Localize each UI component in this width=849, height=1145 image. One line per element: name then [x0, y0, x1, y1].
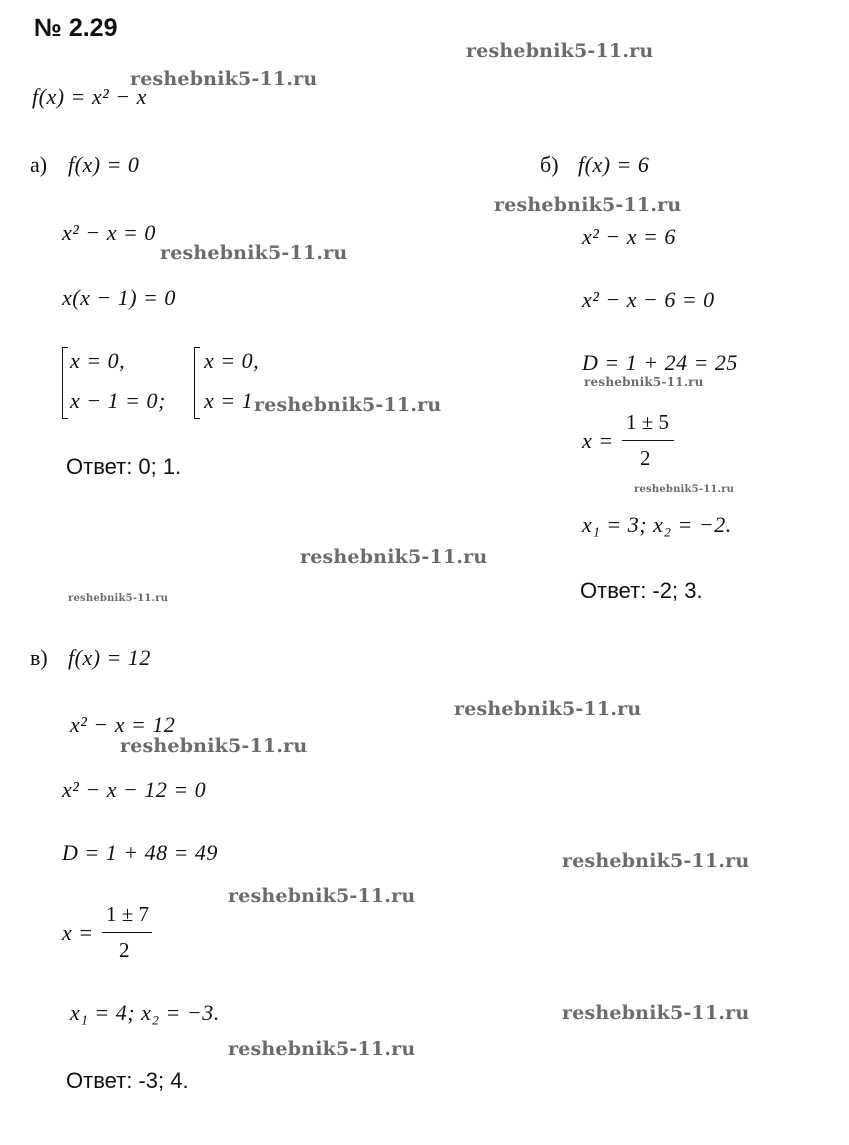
- part-b-roots: x₁ = 3; x₂ = −2.: [582, 512, 732, 537]
- part-b-numerator: 1 ± 5: [626, 410, 670, 434]
- watermark: reshebnik5-11.ru: [254, 394, 442, 416]
- part-c-numerator: 1 ± 7: [106, 902, 150, 926]
- part-a-system1-line1: x = 0,: [70, 348, 126, 373]
- function-definition: f(x) = x² − x: [32, 84, 147, 109]
- watermark: reshebnik5-11.ru: [454, 698, 642, 720]
- part-c-step1: x² − x = 12: [70, 712, 176, 737]
- watermark: reshebnik5-11.ru: [494, 194, 682, 216]
- part-a-condition: f(x) = 0: [68, 152, 140, 177]
- part-a-system1-line2: x − 1 = 0;: [70, 388, 166, 413]
- watermark: reshebnik5-11.ru: [130, 68, 318, 90]
- watermark: reshebnik5-11.ru: [228, 1038, 416, 1060]
- part-c-roots: x₁ = 4; x₂ = −3.: [70, 1000, 220, 1025]
- part-a-step1: x² − x = 0: [62, 220, 156, 245]
- part-b-denominator: 2: [640, 446, 651, 470]
- part-a-label: а): [30, 152, 48, 177]
- watermark: reshebnik5-11.ru: [584, 375, 704, 389]
- watermark: reshebnik5-11.ru: [466, 40, 654, 62]
- part-b-label: б): [540, 152, 559, 177]
- part-b-condition: f(x) = 6: [578, 152, 650, 177]
- system-bracket-2: [194, 347, 200, 419]
- watermark: reshebnik5-11.ru: [562, 1002, 750, 1024]
- part-c-discriminant: D = 1 + 48 = 49: [62, 840, 218, 865]
- part-a-system2-line1: x = 0,: [204, 348, 260, 373]
- part-b-answer: Ответ: -2; 3.: [580, 578, 703, 603]
- part-b-step1: x² − x = 6: [582, 224, 676, 249]
- part-a-step2: x(x − 1) = 0: [62, 285, 176, 310]
- part-b-step2: x² − x − 6 = 0: [582, 287, 715, 312]
- part-c-denominator: 2: [119, 938, 130, 962]
- part-b-x-prefix: x =: [582, 428, 614, 453]
- part-c-fraction-bar: [102, 932, 152, 933]
- watermark: reshebnik5-11.ru: [68, 593, 169, 604]
- part-c-answer: Ответ: -3; 4.: [66, 1068, 189, 1093]
- watermark: reshebnik5-11.ru: [160, 242, 348, 264]
- watermark: reshebnik5-11.ru: [562, 850, 750, 872]
- part-c-condition: f(x) = 12: [68, 645, 151, 670]
- part-a-system2-line2: x = 1: [204, 388, 254, 413]
- watermark: reshebnik5-11.ru: [300, 546, 488, 568]
- part-c-x-prefix: x =: [62, 920, 94, 945]
- system-bracket-1: [62, 347, 68, 419]
- part-b-discriminant: D = 1 + 24 = 25: [582, 350, 738, 375]
- watermark: reshebnik5-11.ru: [228, 885, 416, 907]
- part-c-step2: x² − x − 12 = 0: [62, 777, 207, 802]
- watermark: reshebnik5-11.ru: [120, 735, 308, 757]
- part-c-label: в): [30, 645, 48, 670]
- part-a-answer: Ответ: 0; 1.: [66, 454, 182, 479]
- watermark: reshebnik5-11.ru: [634, 484, 735, 495]
- problem-number: № 2.29: [34, 14, 118, 42]
- part-b-fraction-bar: [622, 440, 674, 441]
